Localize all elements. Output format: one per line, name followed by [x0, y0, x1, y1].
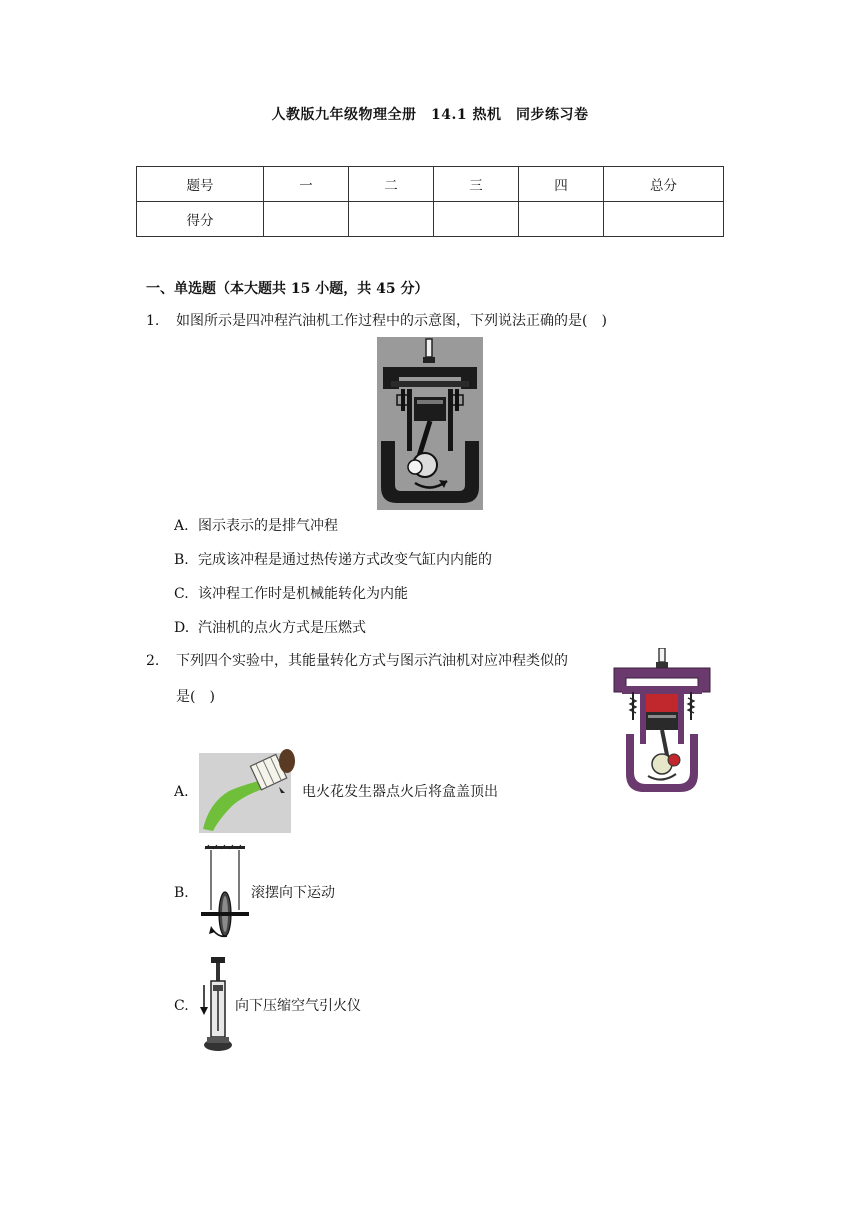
score-header-cell: 总分	[604, 167, 724, 202]
q1-option-c[interactable]	[174, 584, 408, 604]
score-header-cell: 三	[434, 167, 519, 202]
score-table-header-row	[137, 167, 724, 202]
question-number: 1.	[146, 313, 160, 329]
engine-stroke-photo	[377, 337, 483, 510]
air-compression-igniter-figure	[199, 955, 235, 1055]
option-letter: C.	[174, 998, 189, 1014]
score-cell[interactable]	[434, 202, 519, 237]
score-row-label: 得分	[137, 202, 264, 237]
q2-option-b[interactable]	[174, 883, 198, 903]
score-table-score-row	[137, 202, 724, 237]
option-text: 该冲程工作时是机械能转化为内能	[198, 586, 408, 602]
option-text: 汽油机的点火方式是压燃式	[198, 620, 366, 636]
option-letter: A.	[174, 784, 189, 800]
score-header-cell: 二	[349, 167, 434, 202]
page-title: 人教版九年级物理全册 14.1 热机 同步练习卷	[271, 107, 589, 123]
option-letter: A.	[174, 518, 189, 534]
color-engine-diagram	[612, 648, 712, 796]
option-letter: B.	[174, 885, 189, 901]
score-cell[interactable]	[349, 202, 434, 237]
question-stem-line-1: 下列四个实验中，其能量转化方式与图示汽油机对应冲程类似的	[176, 653, 568, 669]
score-header-cell: 题号	[137, 167, 264, 202]
score-cell[interactable]	[264, 202, 349, 237]
rolling-pendulum-figure	[199, 844, 251, 940]
score-header-cell: 一	[264, 167, 349, 202]
score-cell[interactable]	[519, 202, 604, 237]
option-text: 完成该冲程是通过热传递方式改变气缸内内能的	[198, 552, 492, 568]
spark-generator-photo	[199, 747, 297, 833]
question-1	[146, 310, 706, 332]
option-text: 图示表示的是排气冲程	[198, 518, 338, 534]
option-a-caption: 电火花发生器点火后将盒盖顶出	[302, 784, 498, 800]
question-stem-line-2: 是( )	[176, 689, 215, 705]
score-header-cell: 四	[519, 167, 604, 202]
question-2-stem-continued	[176, 686, 215, 708]
option-letter: C.	[174, 586, 189, 602]
q1-option-b[interactable]	[174, 550, 492, 570]
question-stem: 如图所示是四冲程汽油机工作过程中的示意图，下列说法正确的是( )	[176, 313, 607, 329]
section-title: 一、单选题（本大题共 15 小题，共 45 分）	[146, 281, 429, 297]
option-letter: D.	[174, 620, 190, 636]
option-c-caption: 向下压缩空气引火仪	[235, 998, 361, 1014]
option-letter: B.	[174, 552, 189, 568]
score-cell[interactable]	[604, 202, 724, 237]
q1-option-d[interactable]	[174, 618, 366, 638]
score-table	[136, 166, 724, 237]
q2-option-a[interactable]	[174, 782, 198, 802]
question-2	[146, 650, 606, 672]
q2-option-c[interactable]	[174, 996, 198, 1016]
option-b-caption: 滚摆向下运动	[251, 885, 335, 901]
q1-option-a[interactable]	[174, 516, 338, 536]
question-number: 2.	[146, 653, 160, 669]
